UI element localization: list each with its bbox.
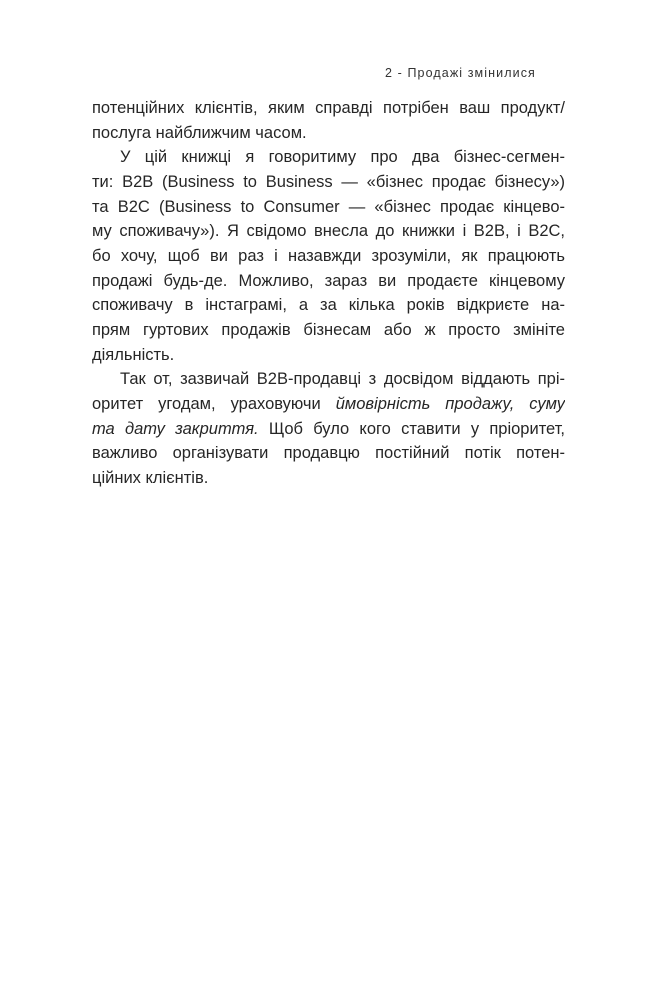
body-paragraph (92, 145, 565, 367)
italic-emphasis: та дату закриття. (92, 419, 259, 438)
text-line (92, 121, 565, 146)
running-head: 2 - Продажі змінилися (385, 66, 536, 80)
text-run: прям гуртових продажів бізнесам або ж просто змініте (92, 320, 565, 339)
text-run: споживачу в інстаграмі, а за кілька років відкриєте на- (92, 296, 565, 315)
text-line (92, 145, 565, 170)
body-paragraph (92, 367, 565, 490)
text-line (92, 96, 565, 121)
text-run: потенційних клієнтів, яким справді потрібен ваш продукт/ (92, 99, 565, 117)
italic-emphasis: ймовірність продажу, суму (335, 394, 565, 413)
text-run: Так от, зазвичай B2B-продавці з досвідом віддають прі- (120, 370, 565, 389)
text-line (92, 244, 565, 269)
text-run: оритет угодам, ураховуючи (92, 394, 336, 413)
text-line (92, 195, 565, 220)
text-run: му споживачу»). Я свідомо внесла до книжки і B2B, і B2C, (92, 222, 565, 241)
page-body (92, 96, 565, 491)
text-run: ційних клієнтів. (92, 468, 209, 487)
text-run: Щоб було кого ставити у пріоритет, (258, 419, 565, 438)
text-run: ти: B2B (Business to Business — «бізнес продає бізнесу») (92, 172, 565, 191)
text-line (92, 269, 565, 294)
body-paragraph (92, 96, 565, 145)
text-line (92, 219, 565, 244)
text-line (92, 392, 565, 417)
text-run: та B2C (Business to Consumer — «бізнес продає кінцево- (92, 197, 565, 216)
text-run: послуга найближчим часом. (92, 123, 307, 142)
text-run: бо хочу, щоб ви раз і назавжди зрозуміли, як працюють (92, 246, 565, 265)
text-line (92, 293, 565, 318)
text-line (92, 367, 565, 392)
text-run: діяльність. (92, 345, 175, 364)
text-run: важливо організувати продавцю постійний потік потен- (92, 444, 565, 463)
text-line (92, 318, 565, 343)
text-line (92, 343, 565, 368)
text-line (92, 441, 565, 466)
text-run: продажі будь-де. Можливо, зараз ви продаєте кінцевому (92, 271, 565, 290)
text-run: У цій книжці я говоритиму про два бізнес-сегмен- (120, 148, 565, 167)
text-line (92, 417, 565, 442)
text-line (92, 170, 565, 195)
text-line (92, 466, 565, 491)
